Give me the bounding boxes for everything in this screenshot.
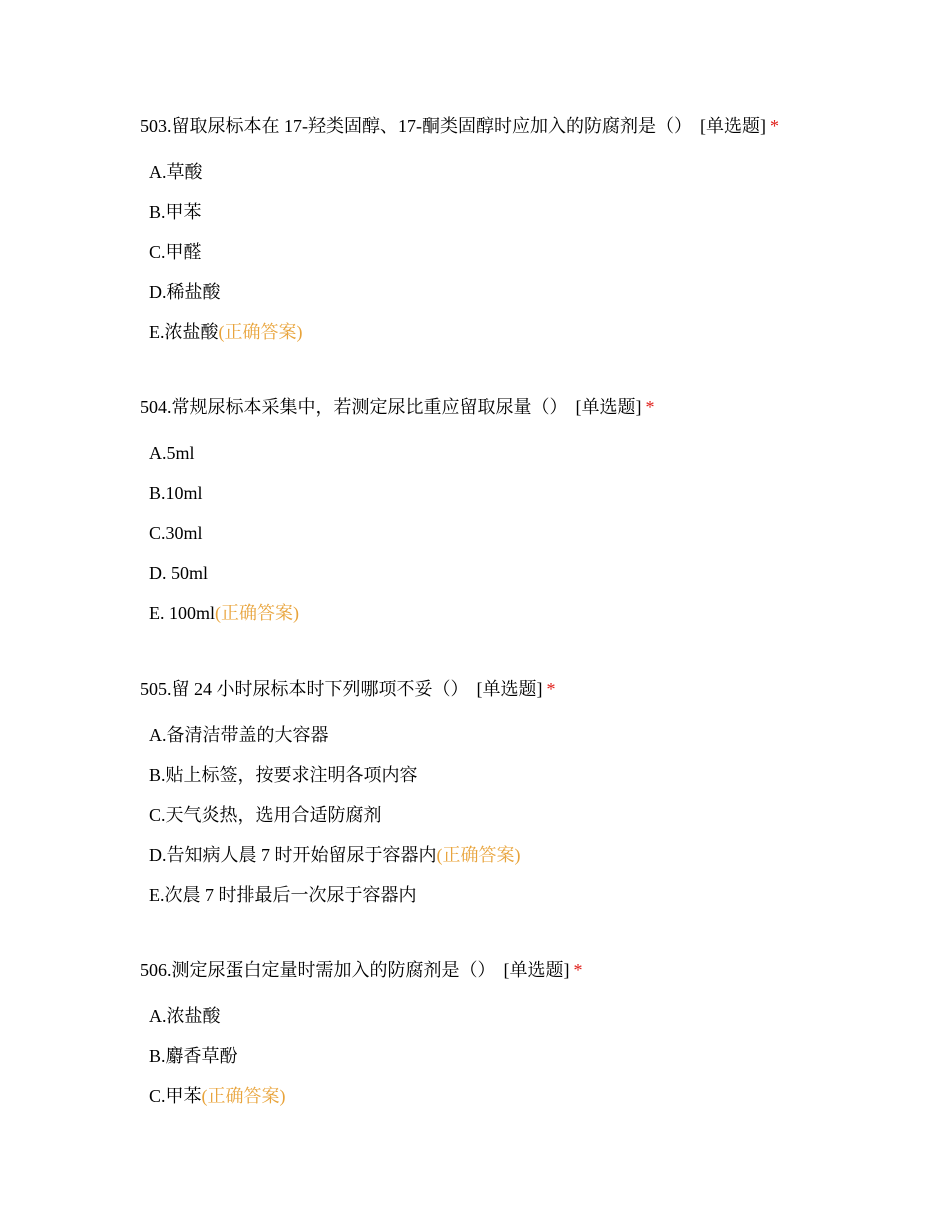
question-503: [140, 114, 900, 360]
question-title: [140, 114, 900, 138]
option-a: [149, 441, 900, 465]
option-text: C.甲苯: [149, 1086, 202, 1106]
option-list: [149, 1004, 900, 1108]
option-text: B.麝香草酚: [149, 1046, 238, 1066]
option-text: C.天气炎热，选用合适防腐剂: [149, 805, 382, 825]
question-title: [140, 395, 900, 419]
option-text: B.贴上标签，按要求注明各项内容: [149, 765, 418, 785]
question-506: [140, 958, 900, 1124]
option-c: [149, 521, 900, 545]
option-text: E. 100ml: [149, 603, 215, 623]
correct-answer-tag: (正确答案): [215, 603, 299, 623]
option-a: [149, 1004, 900, 1028]
option-d: [149, 843, 900, 867]
option-text: D. 50ml: [149, 563, 209, 583]
option-e: [149, 601, 900, 625]
required-asterisk: *: [645, 397, 655, 417]
option-b: [149, 481, 900, 505]
option-text: C.30ml: [149, 523, 203, 543]
option-text: B.10ml: [149, 483, 203, 503]
option-d: [149, 561, 900, 585]
option-text: B.甲苯: [149, 202, 202, 222]
option-d: [149, 280, 900, 304]
option-e: [149, 883, 900, 907]
required-asterisk: *: [770, 116, 779, 136]
option-text: D.稀盐酸: [149, 282, 221, 302]
option-c: [149, 240, 900, 264]
option-text: E.浓盐酸: [149, 322, 219, 342]
option-e: [149, 320, 900, 344]
question-text: 505.留 24 小时尿标本时下列哪项不妥（）: [140, 679, 469, 699]
option-b: [149, 1044, 900, 1068]
required-asterisk: *: [573, 960, 583, 980]
question-505: [140, 677, 900, 923]
option-b: [149, 763, 900, 787]
correct-answer-tag: (正确答案): [201, 1086, 286, 1106]
option-list: [149, 160, 900, 344]
question-title: [140, 677, 900, 701]
question-type-label: [单选题]: [575, 397, 642, 417]
option-c: [149, 803, 900, 827]
question-type-label: [单选题]: [503, 960, 570, 980]
option-a: [149, 723, 900, 747]
question-text: 503.留取尿标本在 17-羟类固醇、17-酮类固醇时应加入的防腐剂是（）: [140, 116, 692, 136]
option-list: [149, 441, 900, 625]
option-text: A.草酸: [149, 162, 203, 182]
question-text: 506.测定尿蛋白定量时需加入的防腐剂是（）: [140, 960, 496, 980]
correct-answer-tag: (正确答案): [436, 845, 521, 865]
question-type-label: [单选题]: [476, 679, 543, 699]
question-504: [140, 395, 900, 641]
option-text: A.5ml: [149, 443, 195, 463]
required-asterisk: *: [546, 679, 556, 699]
option-text: E.次晨 7 时排最后一次尿于容器内: [149, 885, 417, 905]
option-b: [149, 200, 900, 224]
option-text: C.甲醛: [149, 242, 202, 262]
option-text: D.告知病人晨 7 时开始留尿于容器内: [149, 845, 437, 865]
option-text: A.浓盐酸: [149, 1006, 221, 1026]
option-list: [149, 723, 900, 907]
option-a: [149, 160, 900, 184]
question-title: [140, 958, 900, 982]
correct-answer-tag: (正确答案): [218, 322, 303, 342]
question-type-label: [单选题]: [700, 116, 766, 136]
question-text: 504.常规尿标本采集中，若测定尿比重应留取尿量（）: [140, 397, 568, 417]
option-text: A.备清洁带盖的大容器: [149, 725, 329, 745]
option-c: [149, 1084, 900, 1108]
